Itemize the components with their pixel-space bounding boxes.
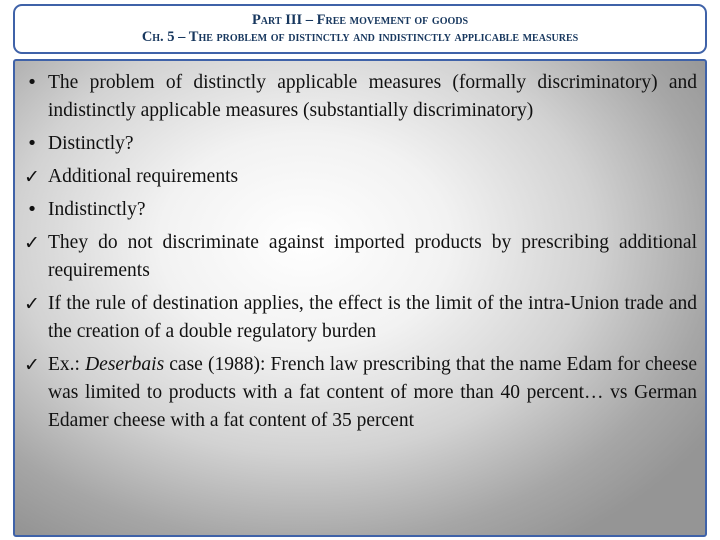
checkmark-icon: ✓ [24, 166, 40, 188]
bullet-text: The problem of distinctly applicable measures (formally discriminatory) and indistinctly applicable measures (substantially discriminatory) [48, 72, 697, 121]
bullet-item-indistinctly [21, 196, 697, 224]
slide-title [13, 4, 707, 54]
title-part: Part III – Free movement of goods [251, 12, 469, 28]
bullet-item-rule-of-destination [21, 290, 697, 346]
title-chapter: Ch. 5 – The problem of distinctly and indistinctly applicable measures [141, 29, 579, 45]
bullet-list [21, 69, 697, 435]
bullet-dot-icon: • [26, 199, 38, 220]
bullet-text: They do not discriminate against imported products by prescribing additional requirements [48, 232, 697, 281]
bullet-prefix: Ex.: [48, 354, 86, 375]
bullet-text: case (1988): French law prescribing that the name Edam for cheese was limited to products with a fat content of more than 40 percent… vs German Edamer cheese with a fat content of 35 percent [48, 354, 697, 431]
checkmark-icon: ✓ [24, 354, 40, 376]
checkmark-icon: ✓ [24, 232, 40, 254]
bullet-text: Indistinctly? [48, 199, 146, 220]
bullet-dot-icon: • [26, 72, 38, 93]
checkmark-icon: ✓ [24, 293, 40, 315]
content-area [13, 59, 707, 537]
bullet-item-deserbais-example [21, 351, 697, 435]
bullet-item-no-discrimination [21, 229, 697, 285]
bullet-item-distinctly [21, 130, 697, 158]
bullet-dot-icon: • [26, 133, 38, 154]
bullet-item-problem [21, 69, 697, 125]
bullet-text: Distinctly? [48, 133, 134, 154]
bullet-text: If the rule of destination applies, the effect is the limit of the intra-Union trade and the creation of a double regulatory burden [48, 293, 697, 342]
case-name: Deserbais [85, 354, 165, 375]
bullet-item-additional-requirements [21, 163, 697, 191]
bullet-text: Additional requirements [48, 166, 239, 187]
